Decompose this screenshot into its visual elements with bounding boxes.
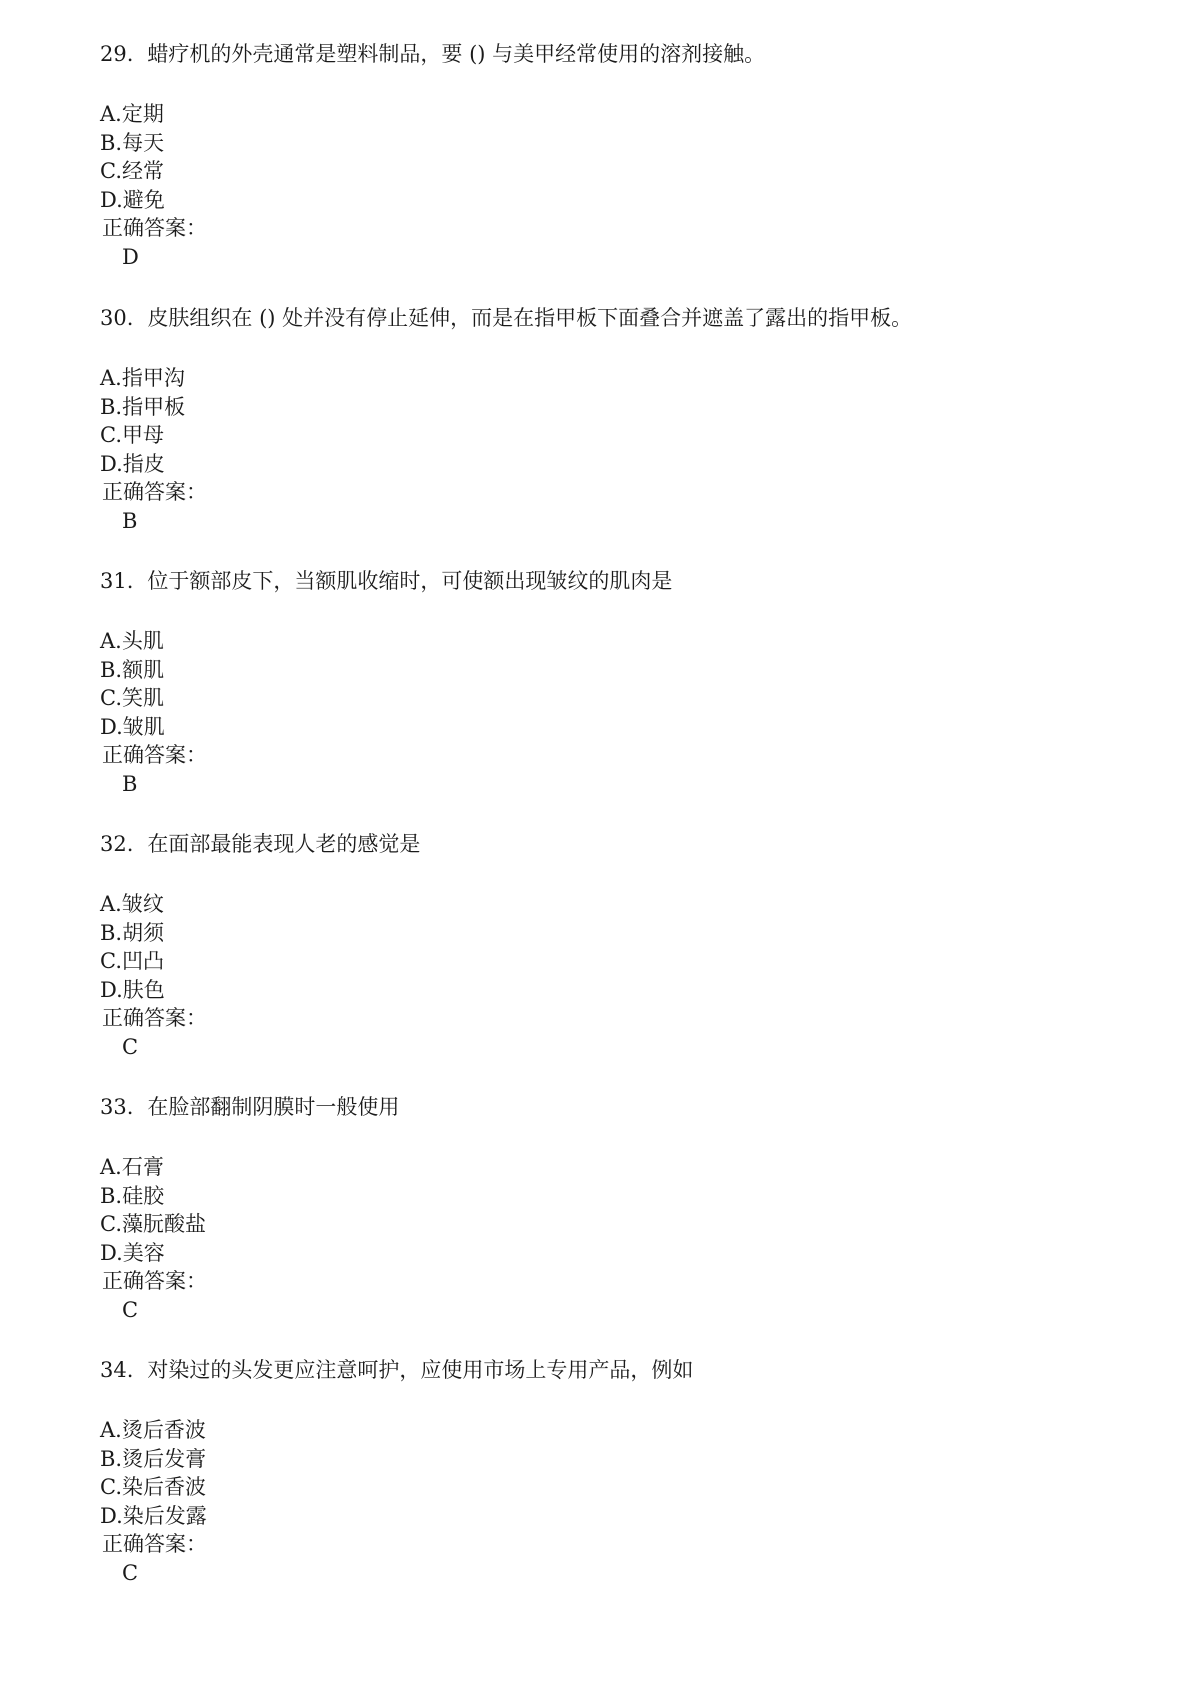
option-list — [100, 364, 1100, 478]
option-b: B.额肌 — [100, 657, 165, 682]
question-30 — [100, 304, 1100, 535]
option-c: C.染后香波 — [100, 1475, 206, 1499]
question-stem — [100, 40, 1100, 68]
question-34 — [100, 1356, 1100, 1587]
answer-label: 正确答案： — [102, 1006, 207, 1030]
option-a: A.烫后香波 — [100, 1418, 206, 1442]
question-text: 在面部最能表现人老的感觉是 — [147, 832, 421, 856]
option-d: D.美容 — [100, 1240, 165, 1265]
question-stem — [100, 1093, 1100, 1121]
option-a: A.定期 — [100, 102, 164, 126]
question-number: 31. — [100, 569, 134, 593]
question-32 — [100, 830, 1100, 1061]
option-b: B.指甲板 — [100, 394, 186, 419]
question-number: 30. — [100, 306, 134, 330]
question-number: 34. — [100, 1358, 134, 1382]
option-c: C.藻朊酸盐 — [100, 1212, 206, 1236]
question-stem — [100, 1356, 1100, 1384]
option-list — [100, 890, 1100, 1004]
question-text: 蜡疗机的外壳通常是塑料制品，要 () 与美甲经常使用的溶剂接触。 — [147, 42, 766, 66]
question-stem — [100, 304, 1100, 332]
option-c: C.凹凸 — [100, 949, 164, 973]
question-text: 位于额部皮下，当额肌收缩时，可使额出现皱纹的肌肉是 — [147, 569, 673, 593]
question-number: 29. — [100, 42, 134, 66]
answer-label: 正确答案： — [102, 1269, 207, 1293]
option-d: D.肤色 — [100, 977, 165, 1002]
question-number: 32. — [100, 832, 134, 856]
option-c: C.甲母 — [100, 423, 164, 447]
question-33 — [100, 1093, 1100, 1324]
answer-value: B — [122, 508, 138, 533]
option-c: C.经常 — [100, 159, 164, 183]
option-b: B.硅胶 — [100, 1183, 165, 1208]
option-d: D.避免 — [100, 187, 165, 212]
option-list — [100, 1416, 1100, 1530]
answer-value: C — [122, 1560, 139, 1585]
answer-label: 正确答案： — [102, 1532, 207, 1556]
option-b: B.烫后发膏 — [100, 1446, 207, 1471]
option-a: A.头肌 — [100, 629, 164, 653]
question-number: 33. — [100, 1095, 134, 1119]
option-list — [100, 627, 1100, 741]
question-text: 对染过的头发更应注意呵护，应使用市场上专用产品，例如 — [147, 1358, 694, 1382]
question-stem — [100, 830, 1100, 858]
option-b: B.每天 — [100, 130, 165, 155]
question-text: 皮肤组织在 () 处并没有停止延伸，而是在指甲板下面叠合并遮盖了露出的指甲板。 — [147, 306, 913, 330]
answer-value: B — [122, 771, 138, 796]
option-d: D.染后发露 — [100, 1503, 207, 1528]
question-text: 在脸部翻制阴膜时一般使用 — [147, 1095, 400, 1119]
question-31 — [100, 567, 1100, 798]
option-c: C.笑肌 — [100, 686, 164, 710]
option-d: D.皱肌 — [100, 714, 165, 739]
answer-value: D — [122, 244, 139, 269]
answer-label: 正确答案： — [102, 743, 207, 767]
option-a: A.皱纹 — [100, 892, 164, 916]
option-a: A.石膏 — [100, 1155, 164, 1179]
option-list — [100, 1153, 1100, 1267]
question-29 — [100, 40, 1100, 271]
answer-label: 正确答案： — [102, 216, 207, 240]
option-a: A.指甲沟 — [100, 366, 185, 390]
question-stem — [100, 567, 1100, 595]
answer-value: C — [122, 1297, 139, 1322]
option-list — [100, 100, 1100, 214]
option-d: D.指皮 — [100, 451, 165, 476]
answer-label: 正确答案： — [102, 480, 207, 504]
option-b: B.胡须 — [100, 920, 165, 945]
answer-value: C — [122, 1034, 139, 1059]
